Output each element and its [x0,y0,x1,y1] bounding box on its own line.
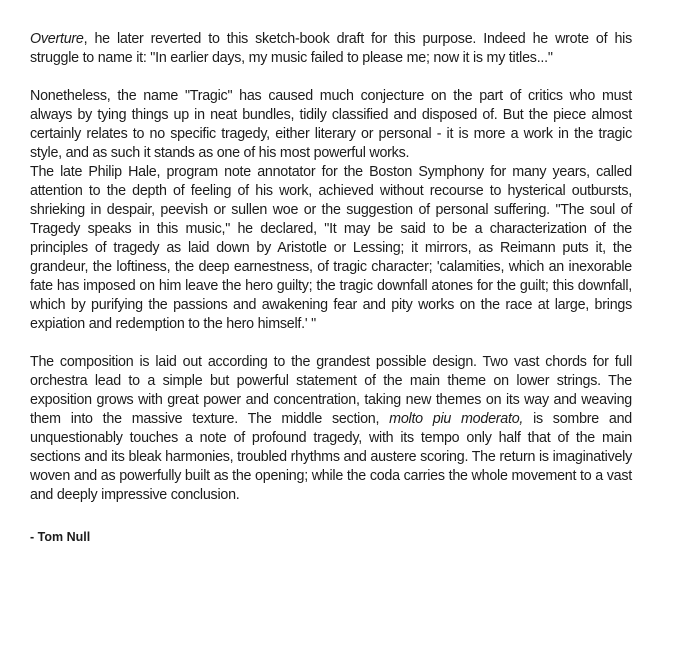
tempo-marking-italic: molto piu moderato, [389,411,524,427]
composition-text-before: The composition is laid out according to the grandest possible design. Two vast chords for full orchestra lead to a simple but powerful statement of the main theme on lower strings. The exposition grows with great power and concentration, taking new themes on its way and weaving them into the massive texture. The middle section, [30,354,632,427]
paragraph-composition [30,353,632,505]
paragraph-overture [30,30,632,68]
overture-italic-word: Overture [30,31,84,47]
paragraph-tragic-name: Nonetheless, the name "Tragic" has caused much conjecture on the part of critics who must always by tying things up in neat bundles, tidily classified and disposed of. But the piece almost certainly relates to no specific tragedy, either literary or personal - it is more a work in the tragic style, and as such it stands as one of his most powerful works. [30,88,632,161]
paragraph-philip-hale: The late Philip Hale, program note annotator for the Boston Symphony for many years, called attention to the depth of feeling of his work, achieved without recourse to hysterical outbursts, shrieking in despair, peevish or sullen woe or the suggestion of personal suffering. "The soul of Tragedy speaks in this music," he declared, "It may be said to be a characterization of the principles of tragedy as laid down by Aristotle or Lessing; it mirrors, as Reimann puts it, the grandeur, the loftiness, the deep earnestness, of tragic character; 'calamities, which an inexorable fate has imposed on him leave the hero guilty; the tragic downfall atones for the guilt; this downfall, which by purifying the passions and awakening fear and pity works on the race at large, brings expiation and redemption to the hero himself.' " [30,164,632,332]
composition-text-after: is sombre and unquestionably touches a note of profound tragedy, with its tempo only half that of the main sections and its bleak harmonies, troubled rhythms and austere scoring. The return is imaginatively woven and as powerfully built as the opening; while the coda carries the whole movement to a vast and deeply impressive conclusion. [30,411,632,503]
author-signature: - Tom Null [30,530,91,544]
paragraph-overture-text: , he later reverted to this sketch-book draft for this purpose. Indeed he wrote of his struggle to name it: "In earlier days, my music failed to please me; now it is my titles..." [30,31,632,66]
liner-notes-page [30,30,632,547]
